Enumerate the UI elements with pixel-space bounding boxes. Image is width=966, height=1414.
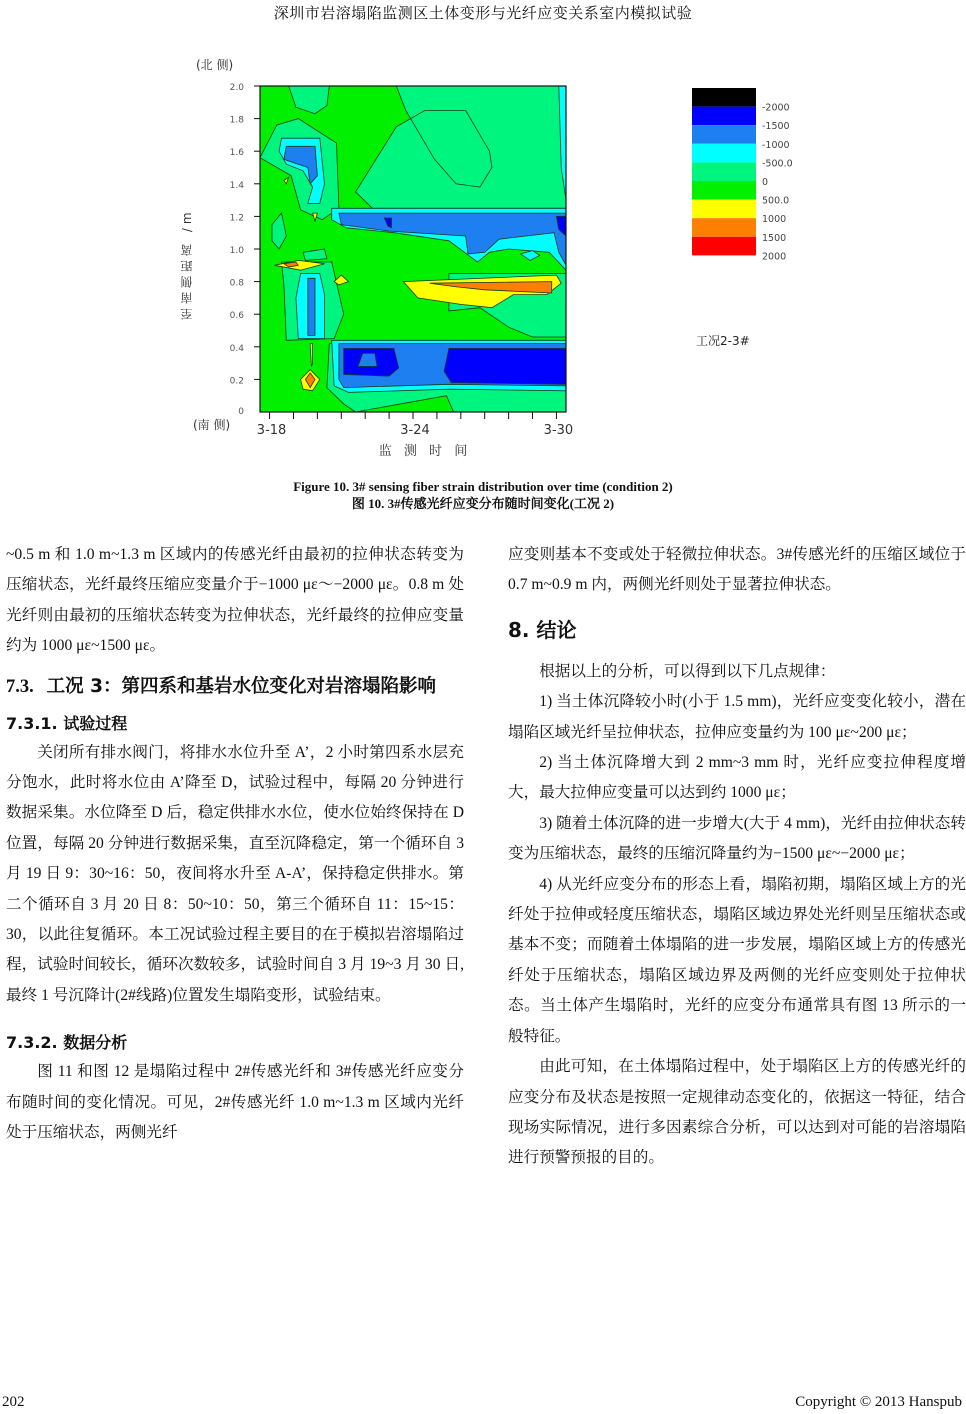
section-heading-8: 8. 结论: [508, 617, 577, 642]
x-tick-label: 3-24: [400, 423, 430, 438]
paragraph: 关闭所有排水阀门，将排水水位升至 A’，2 小时第四系水层充分饱水，此时将水位由 A’降至 D，试验过程中，每隔 20 分钟进行数据采集。水位降至 D 后，稳定供排水水位，使水位始终保持在 D 位置，每隔 20 分钟进行数据采集，直至沉降稳定，第一个循环自 3 月 19 日 9：30~16：50，夜间将水升至 A-A’，保持稳定供排水。第二个循环自 3 月 20 日 8：50~10：50，第三个循环自 11：15~15：30，以此往复循环。本工况试验过程主要目的在于模拟岩溶塌陷过程，试验时间较长，循环次数较多，试验时间自 3 月 19~3 月 30 日,最终 1 号沉降计(2#线路)位置发生塌陷变形，试验结束。: [6, 743, 464, 1004]
legend-label: 2000: [762, 251, 787, 263]
legend-swatch: [692, 181, 756, 200]
legend-label: -1000: [762, 139, 790, 151]
copyright: Copyright © 2013 Hanspub: [795, 1394, 962, 1410]
y-tick-label: 0: [238, 407, 244, 417]
paragraph: 图 11 和图 12 是塌陷过程中 2#传感光纤和 3#传感光纤应变分布随时间的变化情况。可见，2#传感光纤 1.0 m~1.3 m 区域内光纤处于压缩状态，两侧光纤: [6, 1063, 464, 1142]
section-heading-7-3-1: 7.3.1. 试验过程: [6, 713, 128, 733]
running-title: 深圳市岩溶塌陷监测区土体变形与光纤应变关系室内模拟试验: [273, 6, 693, 22]
y-axis-title: 至南侧距离 /m: [180, 208, 194, 320]
section-title: 工况 3：第四系和基岩水位变化对岩溶塌陷影响: [46, 675, 436, 697]
y-tick-label: 1.6: [229, 148, 244, 159]
x-tick-label: 3-30: [543, 423, 574, 438]
legend-swatch: [692, 88, 756, 107]
legend-swatch: [692, 125, 756, 144]
north-side-label: (北 侧): [196, 58, 234, 72]
x-axis-title: 监 测 时 间: [378, 444, 472, 459]
legend-label: -500.0: [762, 158, 793, 170]
y-tick-label: 0.8: [229, 278, 244, 289]
page-number: 202: [2, 1394, 25, 1410]
legend-swatch: [692, 162, 756, 181]
y-tick-label: 1.2: [229, 213, 244, 224]
legend-swatch: [692, 144, 756, 163]
legend-label: -2000: [762, 102, 790, 114]
figure-10: [170, 50, 800, 470]
y-tick-label: 1.4: [229, 180, 244, 191]
y-tick-label: 0.4: [229, 343, 244, 354]
y-tick-label: 0.2: [229, 376, 244, 387]
legend-swatch: [692, 200, 756, 219]
list-item: 1) 当土体沉降较小时(小于 1.5 mm)，光纤应变变化较小，潜在塌陷区域光纤呈拉伸状态，拉伸应变量约为 100 με~200 με；: [508, 693, 966, 741]
y-tick-label: 2.0: [229, 83, 244, 93]
legend-swatch: [692, 107, 756, 126]
paragraph: 由此可知，在土体塌陷过程中，处于塌陷区上方的传感光纤的应变分布及状态是按照一定规律动态变化的，依据这一特征，结合现场实际情况，进行多因素综合分析，可以达到对可能的岩溶塌陷进行预警预报的目的。: [508, 1058, 966, 1167]
figure-caption: [0, 478, 966, 512]
list-item: 3) 随着土体沉降的进一步增大(大于 4 mm)，光纤由拉伸状态转变为压缩状态，最终的压缩沉降量约为−1500 με~−2000 με；: [508, 814, 966, 863]
south-side-label: (南 侧): [193, 418, 231, 432]
legend-label: 1000: [762, 214, 787, 226]
right-column: [508, 540, 966, 1174]
section-heading-7-3: [6, 672, 464, 702]
list-item: 2) 当土体沉降增大到 2 mm~3 mm 时，光纤应变拉伸程度增大，最大拉伸应变量可以达到约 1000 με；: [508, 754, 966, 802]
caption-en: Figure 10. 3# sensing fiber strain distribution over time (condition 2): [293, 479, 673, 494]
legend-label: -1500: [762, 121, 790, 133]
section-heading-7-3-2: 7.3.2. 数据分析: [6, 1033, 128, 1053]
legend-label: 0: [762, 177, 769, 188]
y-tick-label: 0.6: [229, 311, 244, 322]
y-tick-label: 1.8: [229, 115, 244, 126]
left-column: [6, 540, 464, 1149]
caption-zh: 图 10. 3#传感光纤应变分布随时间变化(工况 2): [351, 496, 615, 511]
condition-label: 工况2-3#: [696, 334, 750, 348]
contour-region: [308, 278, 315, 335]
legend-label: 500.0: [762, 195, 790, 207]
paragraph: ~0.5 m 和 1.0 m~1.3 m 区域内的传感光纤由最初的拉伸状态转变为压缩状态，光纤最终压缩应变量介于−1000 με～−2000 με。0.8 m 处光纤则由最初的压缩状态转变为拉伸状态，光纤最终的拉伸应变量约为 1000 με~1500 με。: [6, 546, 464, 655]
section-number: 7.3.: [6, 676, 34, 697]
list-item: 4) 从光纤应变分布的形态上看，塌陷初期，塌陷区域上方的光纤处于拉伸或轻度压缩状态，塌陷区域边界处光纤则呈压缩状态或基本不变；而随着土体塌陷的进一步发展，塌陷区域上方的传感光纤处于压缩状态，塌陷区域边界及两侧的光纤应变则处于拉伸状态。当土体产生塌陷时，光纤的应变分布通常具有图 13 所示的一般特征。: [508, 875, 966, 1045]
y-tick-label: 1.0: [229, 246, 244, 256]
paragraph: 应变则基本不变或处于轻微拉伸状态。3#传感光纤的压缩区域位于 0.7 m~0.9 m 内，两侧光纤则处于显著拉伸状态。: [508, 546, 966, 594]
contour-region: [444, 348, 566, 384]
x-tick-label: 3-18: [256, 423, 287, 438]
legend-swatch: [692, 237, 756, 256]
contour-chart: [170, 50, 800, 470]
paragraph: 根据以上的分析，可以得到以下几点规律：: [539, 662, 836, 680]
legend-swatch: [692, 218, 756, 237]
legend-label: 1500: [762, 232, 787, 244]
